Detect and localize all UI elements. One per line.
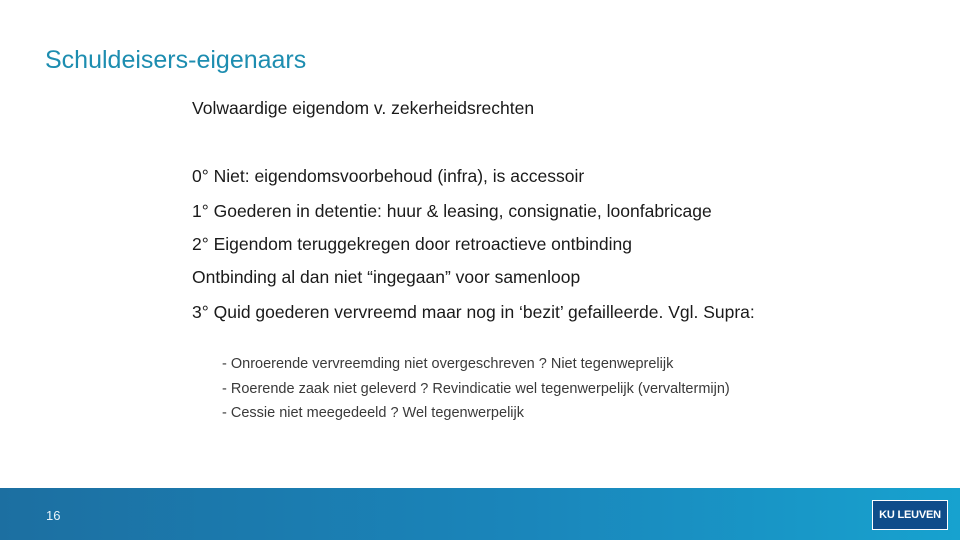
sub-item-list bbox=[222, 352, 730, 426]
page-number: 16 bbox=[46, 508, 61, 523]
body-line-2: 0° Niet: eigendomsvoorbehoud (infra), is accessoir bbox=[192, 166, 585, 186]
sub-item: - Roerende zaak niet geleverd ? Revindicatie wel tegenwerpelijk (vervaltermijn) bbox=[222, 380, 730, 397]
ku-leuven-logo bbox=[872, 500, 948, 530]
body-line-3: 1° Goederen in detentie: huur & leasing, consignatie, loonfabricage bbox=[192, 201, 712, 221]
body-line-6: 3° Quid goederen vervreemd maar nog in ‘bezit’ gefailleerde. Vgl. Supra: bbox=[192, 302, 755, 322]
footer-bar bbox=[0, 488, 960, 540]
body-line-4: 2° Eigendom teruggekregen door retroactieve ontbinding bbox=[192, 234, 632, 254]
sub-item: - Cessie niet meegedeeld ? Wel tegenwerpelijk bbox=[222, 405, 524, 421]
logo-text: KU LEUVEN bbox=[879, 509, 941, 521]
sub-item: - Onroerende vervreemding niet overgeschreven ? Niet tegenweprelijk bbox=[222, 356, 674, 372]
body-line-5: Ontbinding al dan niet “ingegaan” voor samenloop bbox=[192, 267, 581, 287]
body-line-1: Volwaardige eigendom v. zekerheidsrechten bbox=[192, 98, 535, 118]
slide-title: Schuldeisers-eigenaars bbox=[45, 46, 307, 74]
